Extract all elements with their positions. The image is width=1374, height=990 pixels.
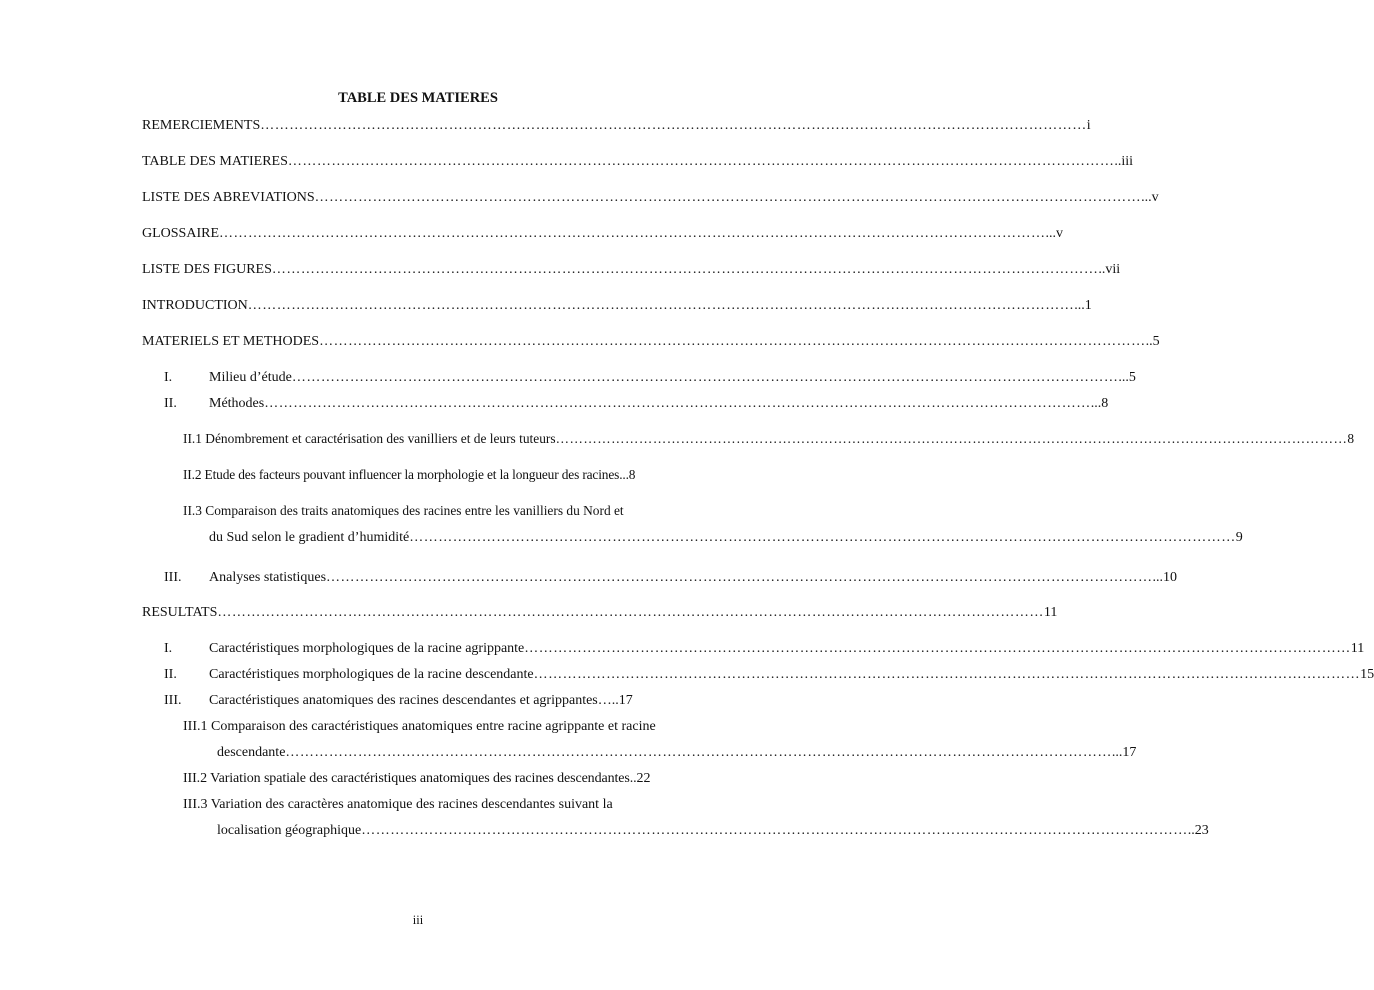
toc-page-number: ...v bbox=[1141, 190, 1159, 205]
toc-roman-numeral: III. bbox=[164, 693, 182, 708]
toc-entry-table-des-matieres bbox=[142, 153, 1134, 171]
toc-entry-morph-agrippante bbox=[209, 640, 1365, 658]
toc-entry-liste-figures bbox=[142, 261, 1121, 279]
toc-label: descendante bbox=[217, 745, 286, 760]
toc-entry-ii-2: II.2 Etude des facteurs pouvant influencer la morphologie et la longueur des racines...8 bbox=[183, 467, 636, 482]
toc-label: GLOSSAIRE bbox=[142, 226, 220, 241]
toc-roman-numeral: II. bbox=[164, 667, 177, 682]
toc-leader-dots: ……………………………………………………………………………………………………………………………………………………… bbox=[271, 262, 1099, 277]
toc-leader-dots: ……………………………………………………………………………………………………………………………………………………… bbox=[326, 570, 1153, 585]
toc-leader-dots: ……………………………………………………………………………………………………………………………………………………… bbox=[217, 605, 1044, 620]
toc-roman-numeral: III. bbox=[164, 570, 182, 585]
toc-leader-dots: ……………………………………………………………………………………………………………………………………………………… bbox=[264, 396, 1091, 411]
toc-entry-resultats bbox=[142, 604, 1058, 622]
toc-leader-dots: ……………………………………………………………………………………………………………………………………………………… bbox=[319, 334, 1146, 349]
toc-entry-morph-descendante bbox=[209, 666, 1374, 684]
toc-leader-dots: ……………………………………………………………………………………………………………………………………………………… bbox=[260, 118, 1087, 133]
toc-leader-dots: ……………………………………………………………………………………………………………………………………………………… bbox=[524, 641, 1351, 656]
toc-label: LISTE DES FIGURES bbox=[142, 262, 272, 277]
toc-entry-milieu-etude bbox=[209, 369, 1136, 387]
toc-leader-dots: ……………………………………………………………………………………………………………………………………………………… bbox=[291, 370, 1119, 385]
toc-leader-dots: ……………………………………………………………………………………………………………………………………………………… bbox=[285, 745, 1112, 760]
toc-entry-iii-3-line1: III.3 Variation des caractères anatomique des racines descendantes suivant la bbox=[183, 797, 613, 812]
toc-entry-anatomiques bbox=[209, 692, 694, 710]
toc-label: Analyses statistiques bbox=[209, 570, 327, 585]
toc-entry-introduction bbox=[142, 297, 1092, 315]
toc-entry-iii-1-line2 bbox=[217, 744, 1137, 762]
toc-entry-remerciements bbox=[142, 117, 1091, 135]
toc-page-number: 11 bbox=[1043, 605, 1058, 620]
toc-label: Caractéristiques morphologiques de la racine descendante bbox=[209, 667, 534, 682]
toc-page-number: ...5 bbox=[1118, 370, 1136, 385]
toc-page-number: 8 bbox=[1347, 431, 1355, 446]
footer-page-number: iii bbox=[412, 913, 424, 927]
toc-label: TABLE DES MATIERES bbox=[142, 154, 288, 169]
toc-page-number: ...v bbox=[1045, 226, 1064, 241]
toc-page-number: ..23 bbox=[1187, 823, 1209, 838]
toc-label: du Sud selon le gradient d’humidité bbox=[209, 530, 410, 545]
toc-page-number: 11 bbox=[1350, 641, 1365, 656]
toc-page-number: 9 bbox=[1235, 530, 1243, 545]
toc-page-number: ..iii bbox=[1114, 154, 1134, 169]
toc-entry-iii-2: III.2 Variation spatiale des caractéristiques anatomiques des racines descendantes..22 bbox=[183, 771, 651, 786]
toc-leader-dots: ……………………………………………………………………………………………………………………………………………………… bbox=[314, 190, 1142, 205]
toc-page-number: ..5 bbox=[1145, 334, 1160, 349]
toc-label: II.1 Dénombrement et caractérisation des vanilliers et de leurs tuteurs bbox=[183, 431, 556, 446]
toc-page-number: ..vii bbox=[1098, 262, 1121, 277]
toc-leader-dots: ……………………………………………………………………………………………………………………………………………………… bbox=[533, 667, 1361, 682]
toc-entry-iii-3-line2 bbox=[217, 822, 1209, 840]
toc-entry-ii-1 bbox=[183, 430, 1355, 448]
toc-entry-ii-3-line1: II.3 Comparaison des traits anatomiques des racines entre les vanilliers du Nord et bbox=[183, 503, 624, 518]
toc-page-number: …..17 bbox=[597, 693, 633, 708]
toc-leader-dots: ……………………………………………………………………………………………………………………………………………………… bbox=[247, 298, 1075, 313]
toc-entry-methodes bbox=[209, 395, 1109, 413]
toc-entry-glossaire bbox=[142, 225, 1064, 243]
toc-label: RESULTATS bbox=[142, 605, 218, 620]
toc-page-number: ...10 bbox=[1152, 570, 1178, 585]
toc-leader-dots: ……………………………………………………………………………………………………………………………………………………… bbox=[287, 154, 1115, 169]
toc-page-number: i bbox=[1086, 118, 1091, 133]
toc-entry-liste-abreviations bbox=[142, 189, 1159, 207]
toc-page-number: ...1 bbox=[1074, 298, 1092, 313]
toc-label: Caractéristiques morphologiques de la racine agrippante bbox=[209, 641, 525, 656]
toc-label: INTRODUCTION bbox=[142, 298, 248, 313]
toc-entry-materiels-methodes bbox=[142, 333, 1160, 351]
toc-label: localisation géographique bbox=[217, 823, 362, 838]
toc-entry-ii-3-line2 bbox=[209, 529, 1243, 547]
toc-leader-dots: ……………………………………………………………………………………………………………………………………………………… bbox=[409, 530, 1236, 545]
toc-label: Caractéristiques anatomiques des racines descendantes et agrippantes bbox=[209, 693, 598, 708]
toc-roman-numeral: I. bbox=[164, 370, 173, 385]
toc-label: REMERCIEMENTS bbox=[142, 118, 261, 133]
toc-label: Milieu d’étude bbox=[209, 370, 292, 385]
toc-page-number: ...8 bbox=[1090, 396, 1109, 411]
toc-leader-dots: ……………………………………………………………………………………………………………………………………………………… bbox=[361, 823, 1188, 838]
toc-label: Méthodes bbox=[209, 396, 265, 411]
toc-label: LISTE DES ABREVIATIONS bbox=[142, 190, 315, 205]
toc-leader-dots: ……………………………………………………………………………………………………………………………………………………… bbox=[555, 431, 1348, 446]
toc-leader-dots: ……………………………………………………………………………………………………………………………………………………… bbox=[219, 226, 1046, 241]
page-title: TABLE DES MATIERES bbox=[338, 90, 498, 106]
toc-entry-analyses-statistiques bbox=[209, 569, 1178, 587]
toc-page-number: ...17 bbox=[1111, 745, 1137, 760]
toc-roman-numeral: I. bbox=[164, 641, 173, 656]
toc-roman-numeral: II. bbox=[164, 396, 177, 411]
toc-label: MATERIELS ET METHODES bbox=[142, 334, 320, 349]
toc-page-number: 15 bbox=[1360, 667, 1374, 682]
toc-entry-iii-1-line1: III.1 Comparaison des caractéristiques anatomiques entre racine agrippante et racine bbox=[183, 719, 656, 734]
